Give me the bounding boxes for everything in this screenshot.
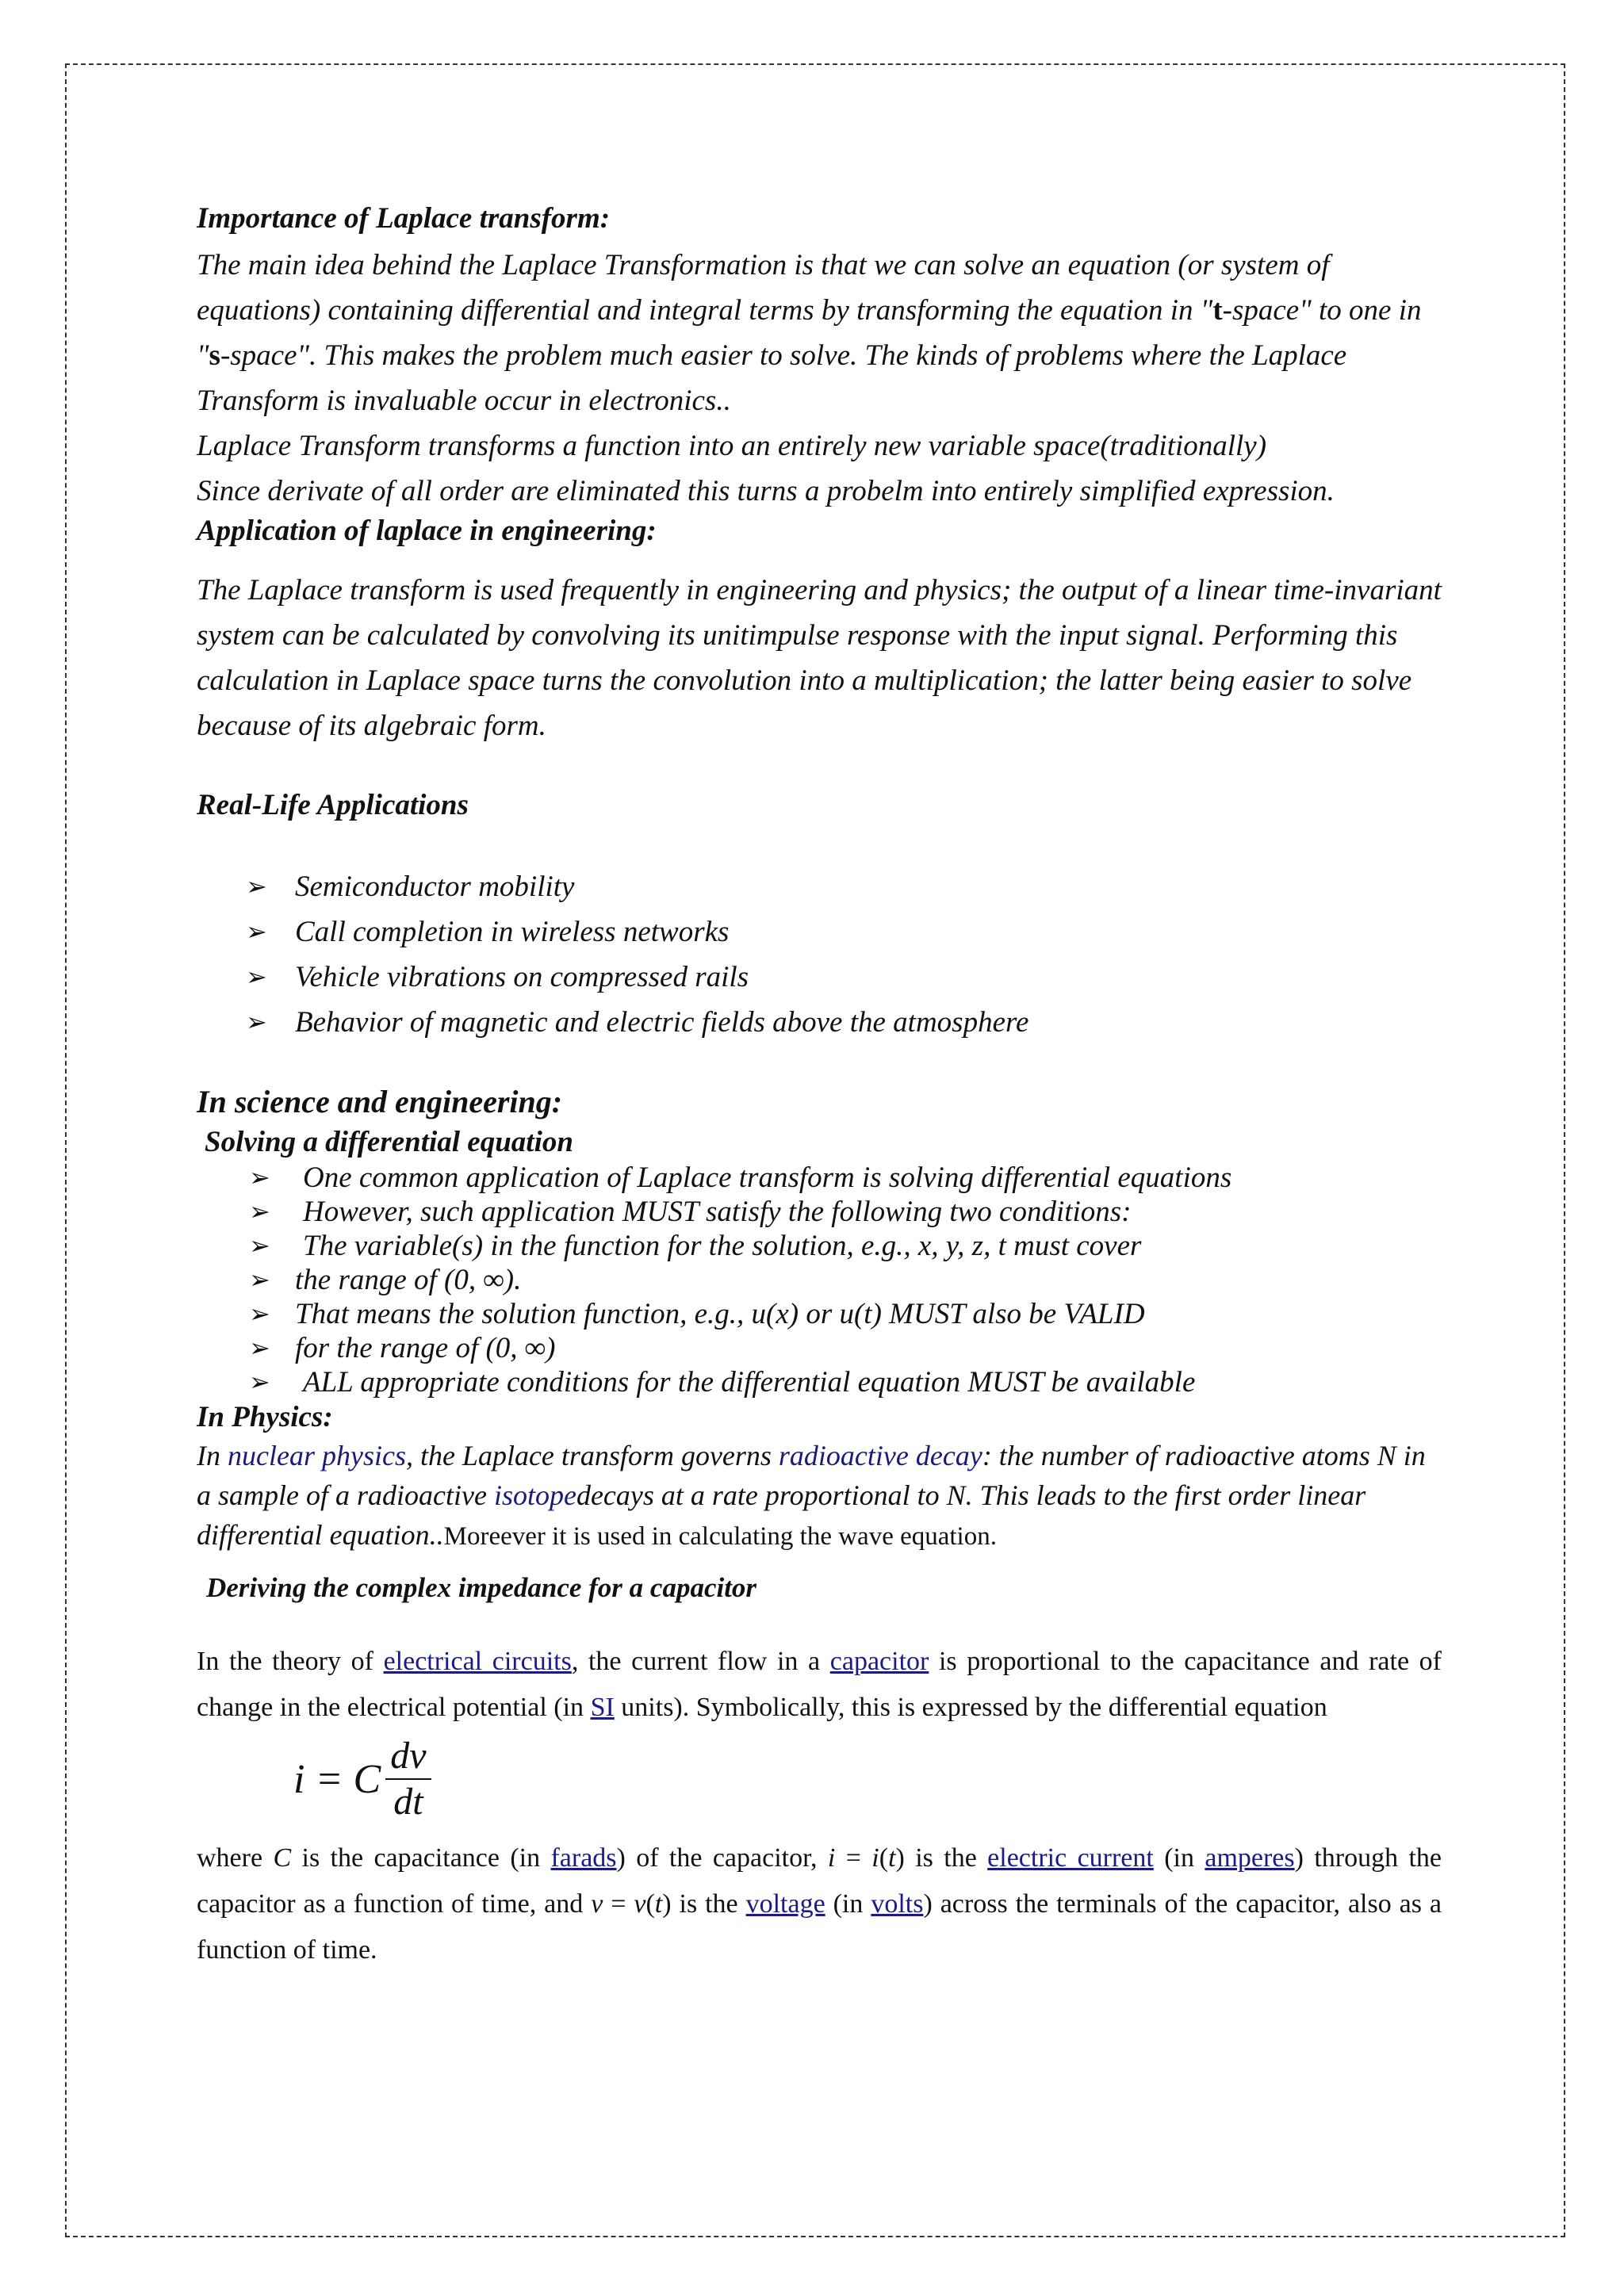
link-farads[interactable]: farads [550, 1843, 617, 1873]
link-amperes[interactable]: amperes [1205, 1843, 1295, 1873]
paragraph-variable-space: Laplace Transform transforms a function into an entirely new variable space(traditionally) [197, 430, 1267, 462]
list-item: ➢ That means the solution function, e.g., u(x) or u(t) MUST also be VALID [249, 1298, 1145, 1330]
heading-physics: In Physics: [197, 1401, 333, 1433]
document-body [197, 197, 1442, 1973]
arrow-bullet-icon: ➢ [249, 1334, 270, 1362]
link-nuclear-physics[interactable]: nuclear physics [228, 1440, 406, 1471]
paragraph-capacitance-definition: where C is the capacitance (in farads) of the capacitor, i = i(t) is the electric current (in amperes) through the capacitor as a function of time, and v = v(t) is the voltage (in volts) across the terminals of the capacitor, also as a function of time. [197, 1843, 1442, 1965]
link-electric-current[interactable]: electric current [987, 1843, 1154, 1873]
arrow-bullet-icon: ➢ [249, 1299, 270, 1328]
list-item: ➢ One common application of Laplace transform is solving differential equations [249, 1161, 1232, 1194]
link-radioactive-decay[interactable]: radioactive decay [778, 1440, 982, 1471]
arrow-bullet-icon: ➢ [249, 1265, 270, 1294]
link-si[interactable]: SI [590, 1693, 615, 1722]
list-item: ➢ Behavior of magnetic and electric fields above the atmosphere [197, 1000, 1442, 1045]
heading-complex-impedance: Deriving the complex impedance for a capacitor [206, 1572, 757, 1603]
paragraph-derivatives: Since derivate of all order are eliminated this turns a probelm into entirely simplified expression. [197, 475, 1335, 507]
list-item: ➢ Call completion in wireless networks [197, 909, 1442, 955]
list-item: ➢ the range of (0, ∞). [249, 1264, 522, 1296]
heading-real-life: Real-Life Applications [197, 789, 469, 821]
list-item: ➢ The variable(s) in the function for the solution, e.g., x, y, z, t must cover [249, 1230, 1142, 1262]
fraction-dv-dt: $\frac{dv}{dt}$ [385, 1734, 431, 1824]
link-capacitor[interactable]: capacitor [829, 1647, 929, 1676]
real-life-list [197, 864, 1442, 1045]
arrow-bullet-icon: ➢ [246, 872, 267, 901]
arrow-bullet-icon: ➢ [249, 1163, 270, 1192]
link-voltage[interactable]: voltage [745, 1889, 825, 1919]
heading-science-engineering: In science and engineering: [197, 1084, 563, 1119]
link-electrical-circuits[interactable]: electrical circuits [383, 1647, 572, 1676]
paragraph-application: The Laplace transform is used frequently in engineering and physics; the output of a linear time-invariant system can be calculated by convolving its unitimpulse response with the input signal. Performing this calculation in Laplace space turns the convolution into a multiplication; the latter being easier to solve because of its algebraic form. [197, 574, 1442, 742]
paragraph-main-idea: The main idea behind the Laplace Transformation is that we can solve an equation (or system of equations) containing differential and integral terms by transforming the equation in "t-space" to one in "s-space". This makes the problem much easier to solve. The kinds of problems where the Laplace Transform is invaluable occur in electronics.. [197, 249, 1422, 417]
list-item: ➢ for the range of (0, ∞) [249, 1332, 556, 1364]
heading-application-engineering: Application of laplace in engineering: [197, 515, 657, 547]
capacitor-formula: i = C $\frac{dv}{dt}$ [293, 1731, 1442, 1827]
list-item: ➢ Semiconductor mobility [197, 864, 1442, 909]
paragraph-physics: In nuclear physics, the Laplace transform governs radioactive decay: the number of radioactive atoms N in a sample of a radioactive isotopedecays at a rate proportional to N. This leads to the first order linear differential equation..Moreever it is used in calculating the wave equation. [197, 1440, 1426, 1551]
arrow-bullet-icon: ➢ [246, 962, 267, 991]
list-item: ➢ Vehicle vibrations on compressed rails [197, 955, 1442, 1000]
link-volts[interactable]: volts [871, 1889, 924, 1919]
list-item: ➢ ALL appropriate conditions for the differential equation MUST be available [249, 1366, 1196, 1399]
paragraph-electrical-circuits: In the theory of electrical circuits, the current flow in a capacitor is proportional to the capacitance and rate of change in the electrical potential (in SI units). Symbolically, this is expressed by the differential equation [197, 1647, 1442, 1722]
heading-importance: Importance of Laplace transform: [197, 202, 611, 235]
subheading-differential-equation: Solving a differential equation [205, 1126, 573, 1158]
link-isotope[interactable]: isotope [493, 1479, 576, 1511]
arrow-bullet-icon: ➢ [249, 1231, 270, 1260]
list-item: ➢ However, such application MUST satisfy the following two conditions: [249, 1196, 1132, 1228]
arrow-bullet-icon: ➢ [246, 917, 267, 946]
arrow-bullet-icon: ➢ [246, 1008, 267, 1036]
arrow-bullet-icon: ➢ [249, 1368, 270, 1396]
differential-conditions-list [197, 1161, 1442, 1399]
arrow-bullet-icon: ➢ [249, 1197, 270, 1226]
